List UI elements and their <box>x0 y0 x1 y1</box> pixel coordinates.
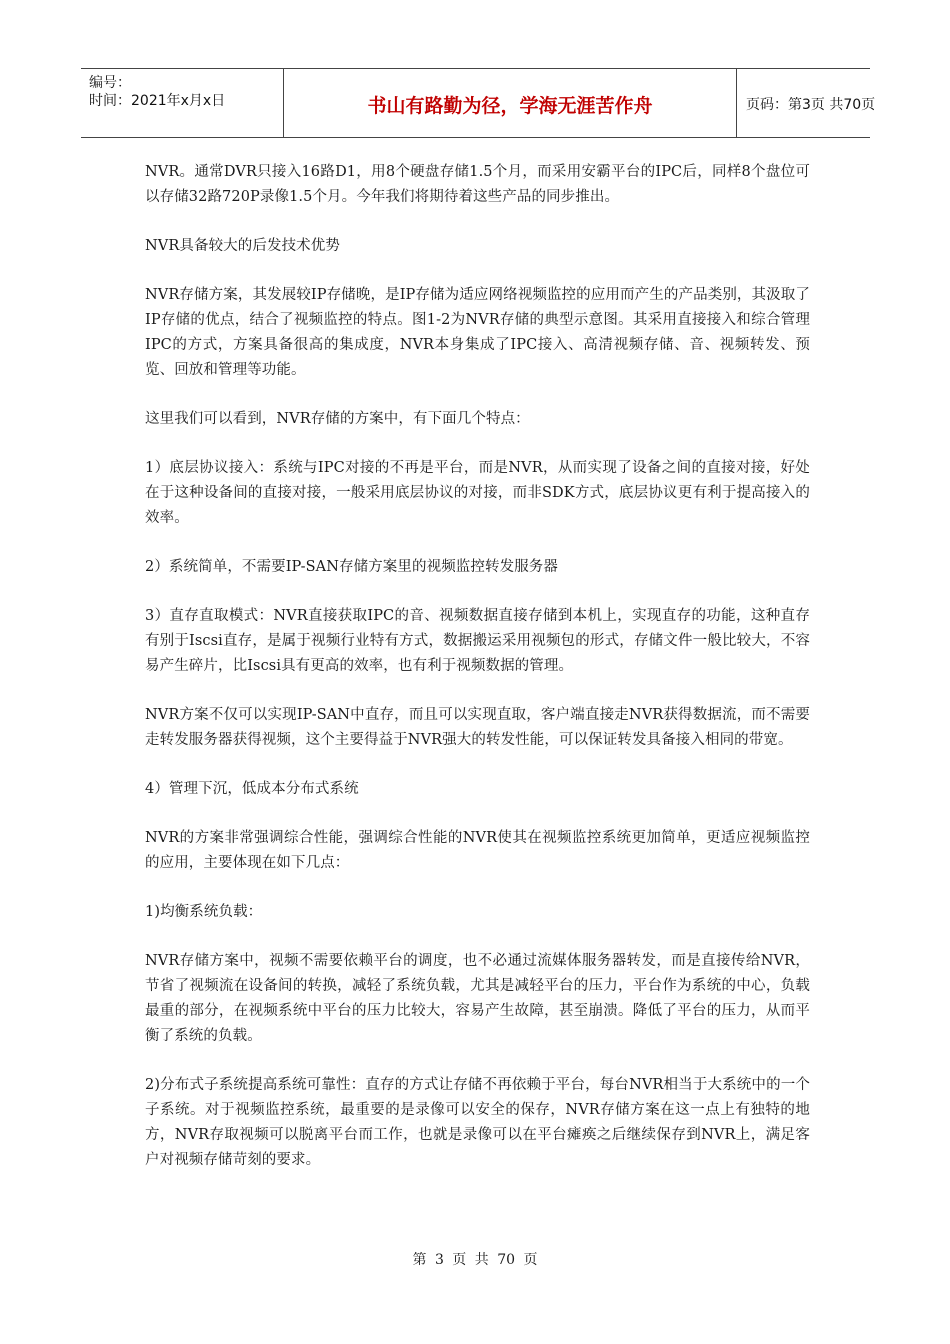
paragraph: 2）系统简单，不需要IP-SAN存储方案里的视频监控转发服务器 <box>145 559 559 575</box>
paragraph: 1）底层协议接入：系统与IPC对接的不再是平台，而是NVR，从而实现了设备之间的直接对接，好处在于这种设备间的直接对接，一般采用底层协议的对接，而非SDK方式，底层协议更有利于提高接入的效率。 <box>145 460 810 526</box>
header-center-cell <box>283 69 737 137</box>
paragraph: NVR方案不仅可以实现IP-SAN中直存，而且可以实现直取，客户端直接走NVR获得数据流，而不需要走转发服务器获得视频，这个主要得益于NVR强大的转发性能，可以保证转发具备接入相同的带宽。 <box>145 707 810 748</box>
paragraph: NVR存储方案，其发展较IP存储晚，是IP存储为适应网络视频监控的应用而产生的产品类别，其汲取了IP存储的优点，结合了视频监控的特点。图1-2为NVR存储的典型示意图。其采用直接接入和综合管理IPC的方式，方案具备很高的集成度，NVR本身集成了IPC接入、高清视频存储、音、视频转发、预览、回放和管理等功能。 <box>145 287 810 378</box>
header-page-info: 页码：第3页 共70页 <box>746 97 876 113</box>
paragraph: NVR具备较大的后发技术优势 <box>145 238 340 254</box>
document-body <box>145 160 810 1197</box>
document-number-label: 编号： <box>89 75 131 91</box>
paragraph: 这里我们可以看到，NVR存储的方案中，有下面几个特点： <box>145 411 530 427</box>
header-right-cell <box>736 69 876 137</box>
paragraph: 2)分布式子系统提高系统可靠性：直存的方式让存储不再依赖于平台，每台NVR相当于大系统中的一个子系统。对于视频监控系统，最重要的是录像可以安全的保存，NVR存储方案在这一点上有独特的地方，NVR存取视频可以脱离平台而工作，也就是录像可以在平台瘫痪之后继续保存到NVR上，满足客户对视频存储苛刻的要求。 <box>145 1077 810 1168</box>
paragraph: NVR存储方案中，视频不需要依赖平台的调度，也不必通过流媒体服务器转发，而是直接传给NVR，节省了视频流在设备间的转换，减轻了系统负载，尤其是减轻平台的压力，平台作为系统的中心，负载最重的部分，在视频系统中平台的压力比较大，容易产生故障，甚至崩溃。降低了平台的压力，从而平衡了系统的负载。 <box>145 953 810 1044</box>
paragraph: NVR。通常DVR只接入16路D1，用8个硬盘存储1.5个月，而采用安霸平台的IPC后，同样8个盘位可以存储32路720P录像1.5个月。今年我们将期待着这些产品的同步推出。 <box>145 164 810 205</box>
header-motto: 书山有路勤为径，学海无涯苦作舟 <box>367 95 653 117</box>
page-footer: 第 3 页 共 70 页 <box>412 1252 538 1268</box>
paragraph: 1)均衡系统负载： <box>145 904 263 920</box>
paragraph: 4）管理下沉，低成本分布式系统 <box>145 781 359 797</box>
header-left-cell <box>81 69 283 137</box>
paragraph: 3）直存直取模式：NVR直接获取IPC的音、视频数据直接存储到本机上，实现直存的功能，这种直存有别于Iscsi直存，是属于视频行业特有方式，数据搬运采用视频包的形式，存储文件一般比较大，不容易产生碎片，比Iscsi具有更高的效率，也有利于视频数据的管理。 <box>145 608 810 674</box>
document-date: 时间：2021年x月x日 <box>89 93 226 109</box>
paragraph: NVR的方案非常强调综合性能，强调综合性能的NVR使其在视频监控系统更加简单，更适应视频监控的应用，主要体现在如下几点： <box>145 830 810 871</box>
header-table <box>81 68 876 138</box>
